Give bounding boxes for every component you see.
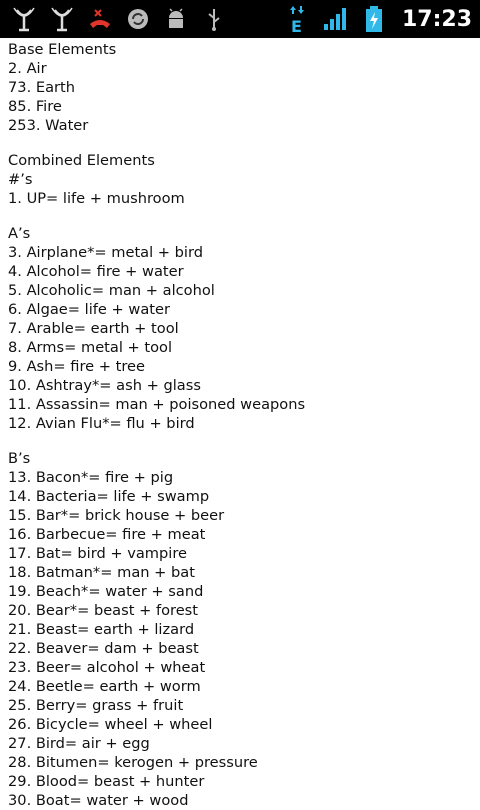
list-item: 2. Air [8, 60, 47, 77]
missed-call-icon [86, 5, 114, 33]
clock: 17:23 [401, 6, 472, 32]
list-item: 13. Bacon*= fire + pig [8, 469, 174, 486]
subsection-heading: B’s [8, 450, 31, 467]
list-item: 8. Arms= metal + tool [8, 339, 173, 356]
spacer [8, 208, 472, 224]
list-item: 19. Beach*= water + sand [8, 583, 204, 600]
list-item: 22. Beaver= dam + beast [8, 640, 199, 657]
list-item: 73. Earth [8, 79, 75, 96]
list-item: 28. Bitumen= kerogen + pressure [8, 754, 258, 771]
list-item: 21. Beast= earth + lizard [8, 621, 195, 638]
section-b [8, 449, 472, 810]
list-item: 1. UP= life + mushroom [8, 190, 185, 207]
list-item: 17. Bat= bird + vampire [8, 545, 187, 562]
list-item: 85. Fire [8, 98, 62, 115]
system-status-icons [284, 0, 472, 38]
status-bar [0, 0, 480, 38]
list-item: 30. Boat= water + wood [8, 792, 189, 809]
list-item: 24. Beetle= earth + worm [8, 678, 201, 695]
usb-icon [200, 5, 228, 33]
android-debug-icon [162, 5, 190, 33]
sync-icon [124, 5, 152, 33]
section-heading: Combined Elements [8, 152, 155, 169]
signal-strength-icon [322, 5, 350, 33]
section-heading: Base Elements [8, 41, 117, 58]
list-item: 27. Bird= air + egg [8, 735, 150, 752]
list-item: 6. Algae= life + water [8, 301, 170, 318]
spacer [8, 433, 472, 449]
list-item: 15. Bar*= brick house + beer [8, 507, 225, 524]
document-content[interactable] [8, 40, 472, 809]
list-item: 29. Blood= beast + hunter [8, 773, 205, 790]
section-a [8, 224, 472, 433]
list-item: 5. Alcoholic= man + alcohol [8, 282, 215, 299]
list-item: 253. Water [8, 117, 89, 134]
list-item: 26. Bicycle= wheel + wheel [8, 716, 213, 733]
network-type-label: E [290, 17, 302, 36]
list-item: 12. Avian Flu*= flu + bird [8, 415, 195, 432]
section-base-elements [8, 40, 472, 135]
list-item: 10. Ashtray*= ash + glass [8, 377, 201, 394]
notification-icons [10, 0, 228, 38]
signal-notification-icon [48, 5, 76, 33]
list-item: 20. Bear*= beast + forest [8, 602, 199, 619]
subsection-heading: #’s [8, 171, 33, 188]
list-item: 23. Beer= alcohol + wheat [8, 659, 206, 676]
subsection-heading: A’s [8, 225, 31, 242]
data-transfer-icon [284, 5, 312, 36]
battery-charging-icon [360, 5, 388, 33]
list-item: 3. Airplane*= metal + bird [8, 244, 203, 261]
spacer [8, 135, 472, 151]
section-combined-elements [8, 151, 472, 208]
list-item: 9. Ash= fire + tree [8, 358, 145, 375]
list-item: 7. Arable= earth + tool [8, 320, 179, 337]
list-item: 25. Berry= grass + fruit [8, 697, 184, 714]
list-item: 16. Barbecue= fire + meat [8, 526, 206, 543]
signal-notification-icon [10, 5, 38, 33]
list-item: 14. Bacteria= life + swamp [8, 488, 210, 505]
list-item: 11. Assassin= man + poisoned weapons [8, 396, 306, 413]
list-item: 18. Batman*= man + bat [8, 564, 195, 581]
list-item: 4. Alcohol= fire + water [8, 263, 184, 280]
